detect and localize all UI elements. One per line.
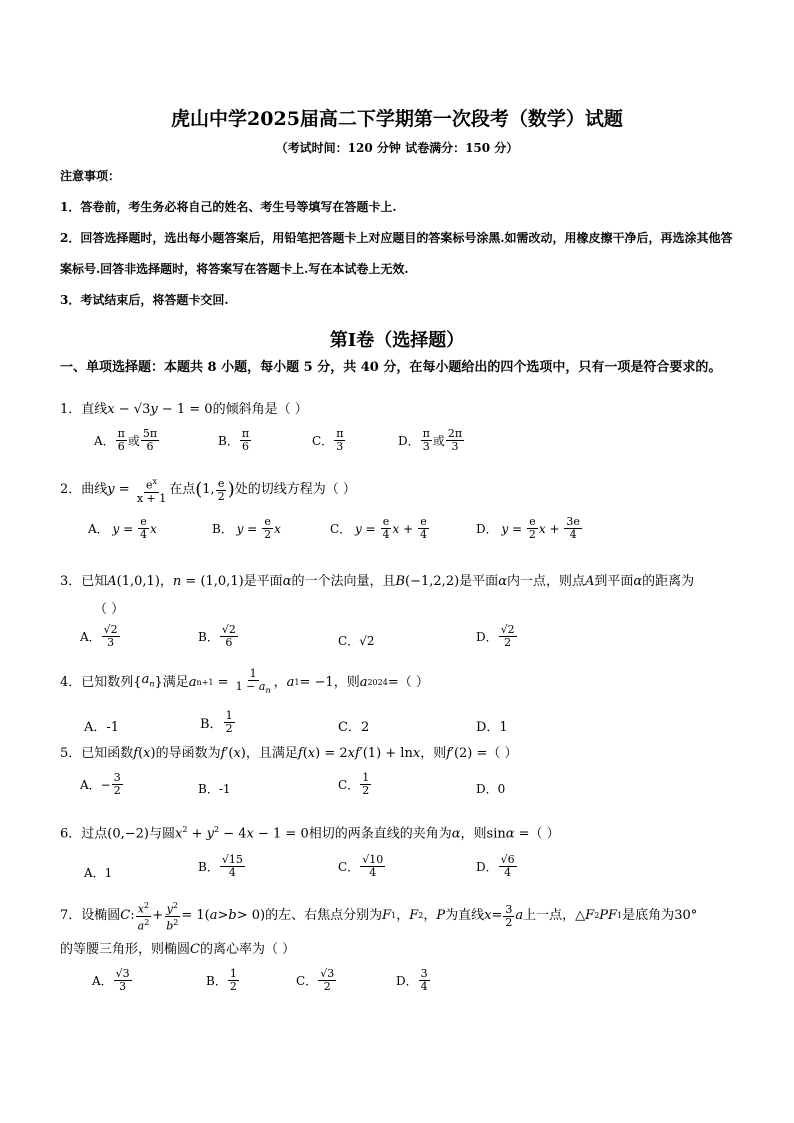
question-6: 6．过点(0,−2)与圆$x^2 + y^2 - 4x - 1 = 0$相切的两条直线的夹角为α，则sinα =（ ）: [60, 825, 560, 842]
option-a: A． − $\frac{3}{2}$: [80, 771, 121, 797]
option-b: B． $\frac{1}{2}$: [206, 967, 237, 993]
option-c: C． $\frac{1}{2}$: [338, 771, 370, 797]
option-a: A． y = $\frac{e}{4}$ x: [88, 515, 157, 541]
question-stem: 1．直线: [60, 402, 108, 417]
answer-paren: （ ）: [94, 602, 125, 617]
notes-heading: 注意事项：: [60, 169, 121, 183]
option-c: C．2: [338, 720, 370, 735]
question-3: 3．已知A(1,0,1)，n = (1,0,1)是平面α的一个法向量，且B(−1,2,2)是平面α内一点，则点A到平面α的距离为: [60, 574, 695, 589]
question-7: 7．设椭圆 C : $\frac{x^2}{a^2}$ + $\frac{y^2}{b^2}$ = 1( a > b > 0) 的左、右焦点分别为 F 1 ， F 2 ， P 为直线 x = $\frac{3}{2}$ a 上一点， △ F 2 PF 1 是底角为 30°: [60, 901, 698, 933]
option-b: B． $\frac{√15}{4}$: [198, 853, 243, 879]
part-heading: 一、单项选择题：本题共 8 小题，每小题 5 分，共 40 分，在每小题给出的四个选项中，只有一项是符合要求的。: [60, 360, 722, 375]
option-b: B． $\frac{√2}{6}$: [198, 623, 236, 649]
option-b: B． y = $\frac{e}{2}$ x: [212, 515, 281, 541]
note-item: 3．考试结束后，将答题卡交回.: [60, 293, 229, 307]
option-b: B．-1: [198, 782, 231, 796]
option-a: A．1: [84, 866, 113, 880]
option-c: C． $\frac{√3}{2}$: [296, 967, 335, 993]
option-d: D． $\frac{\pi}{3}$ 或 $\frac{2\pi}{3}$: [398, 427, 463, 453]
question-stem: 的倾斜角是（ ）: [212, 402, 308, 417]
option-a: A．-1: [84, 720, 120, 735]
option-c: C． y = $\frac{e}{4}$ x + $\frac{e}{4}$: [330, 515, 427, 541]
question-7-continued: 的等腰三角形，则椭圆C的离心率为（ ）: [60, 942, 296, 957]
page-title: 虎山中学2025届高二下学期第一次段考（数学）试题: [171, 108, 623, 130]
option-a: A． $\frac{√3}{3}$: [92, 967, 130, 993]
note-item: 案标号.回答非选择题时，将答案写在答题卡上.写在本试卷上无效.: [60, 262, 409, 276]
note-item: 2．回答选择题时，选出每小题答案后，用铅笔把答题卡上对应题目的答案标号涂黑.如需改动，用橡皮擦干净后，再选涂其他答: [60, 231, 733, 245]
option-d: D．0: [476, 782, 506, 796]
option-d: D． $\frac{√2}{2}$: [476, 623, 515, 649]
option-b: B． $\frac{1}{2}$: [200, 709, 233, 735]
question-5: 5．已知函数f(x)的导函数为f′(x)，且满足f(x) = 2xf′(1) + lnx，则f′(2) =（ ）: [60, 746, 518, 761]
option-d: D． $\frac{3}{4}$: [396, 967, 428, 993]
question-4: 4．已知数列 { $a_n$ } 满足 a n+1 = $\frac{1}{1 - a_n}$ ， a 1 = −1 ，则 a 2024 = （ ）: [60, 667, 429, 696]
option-a: A． $\frac{√2}{3}$: [80, 623, 118, 649]
section-title: 第Ⅰ卷（选择题）: [329, 330, 465, 351]
option-d: D． y = $\frac{e}{2}$ x + $\frac{3e}{4}$: [476, 515, 580, 541]
option-c: C． $\frac{√10}{4}$: [338, 853, 384, 879]
option-d: D． $\frac{√6}{4}$: [476, 853, 515, 879]
question-2: 2．曲线 y = $\frac{e^x}{x + 1}$ 在点 ( 1, $\frac{e}{2}$ ) 处的切线方程为（ ）: [60, 476, 356, 505]
question-1: 1．直线x − √3y − 1 = 0的倾斜角是（ ）: [60, 402, 308, 417]
option-c: C． √2: [338, 633, 375, 648]
option-d: D．1: [476, 720, 508, 735]
option-c: C． $\frac{\pi}{3}$: [312, 427, 344, 453]
exam-info: （考试时间：120 分钟 试卷满分：150 分）: [275, 141, 519, 155]
note-item: 1．答卷前，考生务必将自己的姓名、考生号等填写在答题卡上.: [60, 200, 397, 214]
option-b: B． $\frac{\pi}{6}$: [218, 427, 250, 453]
option-a: A． $\frac{\pi}{6}$ 或 $\frac{5\pi}{6}$: [94, 427, 158, 453]
